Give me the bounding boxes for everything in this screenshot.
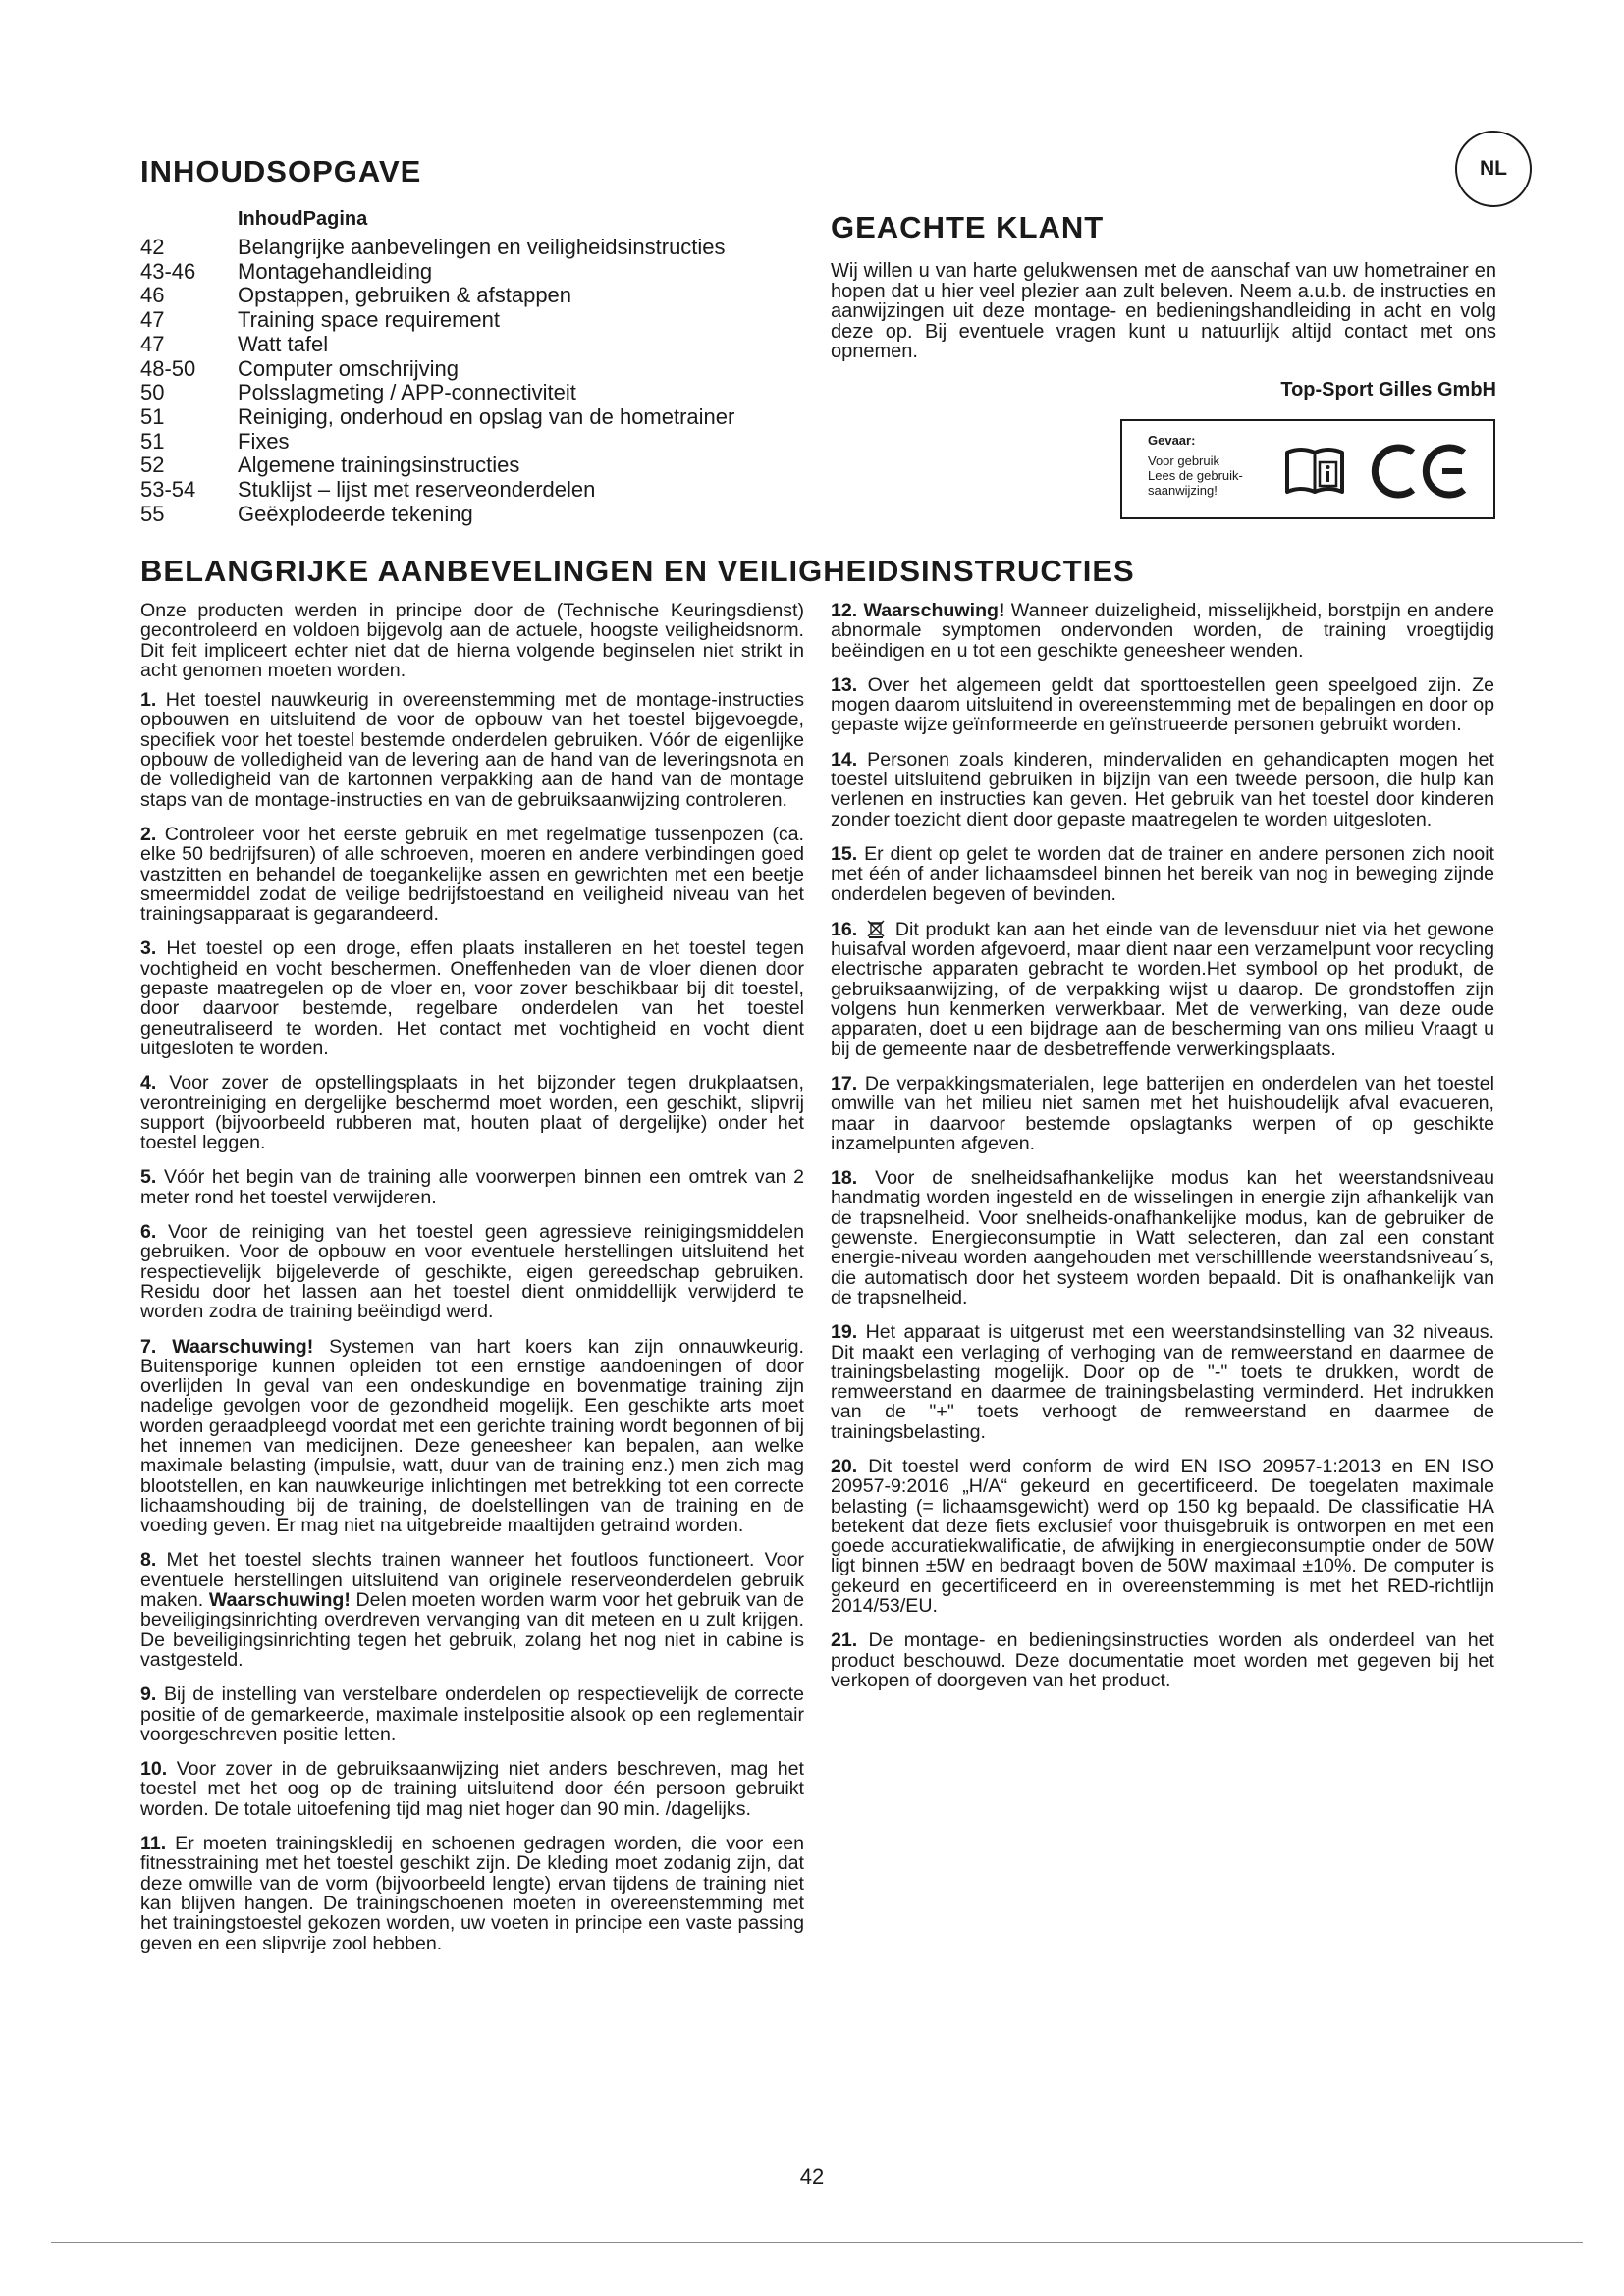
warning-box bbox=[1120, 419, 1495, 519]
safety-item-number: 1. bbox=[140, 689, 157, 712]
safety-item-text: De verpakkingsmaterialen, lege batterijen en onderdelen van het toestel omwille van het milieu niet samen met het huishoudelijk afval evacueren, maar in daarvoor bestemde opslagtanks werpen of op geschikte inzamelpunten afgeven. bbox=[831, 1072, 1494, 1154]
safety-item-text: Het toestel nauwkeurig in overeenstemming met de montage-instructies opbouwen en uitsluitend de voor de opbouw van het toestel bijgevoegde, specifiek voor het toestel bestemde onderdelen gebruiken. Vóór de eigenlijke opbouw de volledigheid van de levering aan de hand van de leveringsnota en de volledigheid van de kartonnen verpakking aan de hand van de montage staps van de montage-instructies en van de gebruiksaanwijzing controleren. bbox=[140, 689, 804, 811]
company-signature: Top-Sport Gilles GmbH bbox=[1280, 379, 1496, 400]
safety-item bbox=[140, 1337, 804, 1536]
toc-item bbox=[140, 357, 847, 382]
safety-item bbox=[831, 1457, 1494, 1616]
toc-item bbox=[140, 260, 847, 285]
toc-item-page: 52 bbox=[140, 453, 165, 478]
safety-item-number: 4. bbox=[140, 1072, 157, 1095]
toc-item-label: Computer omschrijving bbox=[238, 355, 459, 381]
toc-title: INHOUDSOPGAVE bbox=[140, 154, 422, 188]
toc-item-page: 53-54 bbox=[140, 477, 196, 503]
safety-item-number: 14. bbox=[831, 748, 858, 771]
toc-item bbox=[140, 454, 847, 478]
customer-text: Wij willen u van harte gelukwensen met de aanschaf van uw hometrainer en hopen dat u hier veel plezier aan zult beleven. Neem a.u.b. de instructies en aanwijzingen uit deze montage- en bedieningshandleiding in acht en volg deze op. Bij eventuele vragen kunt u natuurlijk altijd contact met ons opnemen. bbox=[831, 260, 1496, 362]
safety-item bbox=[140, 1222, 804, 1321]
safety-item bbox=[140, 1550, 804, 1670]
toc-item bbox=[140, 478, 847, 503]
safety-item-text: Voor de snelheidsafhankelijke modus kan het weerstandsniveau handmatig worden ingesteld en de wisselingen in energie zijn afhankelijk van de trapsnelheid. Voor snelheids-onafhankelijke modus, kan de gebruiker de gewenste. Energieconsumptie in Watt selecteren, dan zal een constant energie-niveau worden aangehouden met verschilllende weerstandsniveau´s, die automatisch door het systeem worden bepaald. Dit is onafhankelijk van de trapsnelheid. bbox=[831, 1167, 1494, 1308]
safety-item bbox=[140, 690, 804, 810]
safety-title: BELANGRIJKE AANBEVELINGEN EN VEILIGHEIDSINSTRUCTIES bbox=[140, 554, 1135, 588]
toc-item-label: Belangrijke aanbevelingen en veiligheidsinstructies bbox=[238, 235, 726, 259]
safety-item-number: 20. bbox=[831, 1455, 858, 1477]
safety-item-text: Het toestel op een droge, effen plaats installeren en het toestel tegen vochtigheid en vocht beschermen. Oneffenheden van de vloer dienen door gepaste maatregelen op de vloer en, voor zover beschikbaar bij dit toestel, door daarvoor bestemde, regelbare onderdelen van het toestel geneutraliseerd te worden. Het contact met vochtigheid en vocht dient uitgesloten te worden. bbox=[140, 937, 804, 1059]
toc-item-page: 46 bbox=[140, 283, 165, 308]
toc-item-page: 48-50 bbox=[140, 355, 196, 381]
language-badge: NL bbox=[1455, 131, 1532, 207]
crossed-bin-icon bbox=[866, 919, 886, 938]
toc-item bbox=[140, 308, 847, 333]
safety-item bbox=[140, 938, 804, 1058]
safety-item-text: Voor zover de opstellingsplaats in het bijzonder tegen drukplaatsen, verontreiniging en dergelijke beschermd moet worden, een geschikt, slipvrij support (bijvoorbeeld rubberen mat, houten plaat of dergelijke) onder het toestel leggen. bbox=[140, 1072, 804, 1154]
safety-item-text: Er dient op gelet te worden dat de trainer en andere personen zich nooit met één of ander lichaamsdeel binnen het bereik van nog in beweging zijnde onderdelen begeven of bevinden. bbox=[831, 842, 1494, 905]
safety-item-text: Dit toestel werd conform de wird EN ISO 20957-1:2013 en EN ISO 20957-9:2016 „H/A“ gekeurd en gecertificeerd. De toegelaten maximale belasting (= lichaamsgewicht) werd op 150 kg bepaald. De classificatie HA betekent dat deze fiets exclusief voor thuisgebruik is ontworpen en met een goede accuratiekwalificatie, de afwijking in energieconsumptie onder de 50W ligt binnen ±5W en bedraagt boven de 50W maximaal ±10%. De computer is gekeurd en gecertificeerd en in overeenstemming is met het RED-richtlijn 2014/53/EU. bbox=[831, 1455, 1494, 1618]
footer-divider bbox=[51, 2242, 1583, 2243]
safety-column-left bbox=[140, 601, 804, 1968]
page-number: 42 bbox=[799, 2164, 825, 2189]
safety-item bbox=[831, 1630, 1494, 1690]
safety-item-text: Voor zover in de gebruiksaanwijzing niet anders beschreven, mag het toestel met het oog op de training uitsluitend door één persoon gebruikt worden. De totale uitoefening tijd mag niet hoger dan 90 min. /dagelijks. bbox=[140, 1758, 804, 1820]
safety-item bbox=[831, 1074, 1494, 1153]
safety-item bbox=[140, 1759, 804, 1819]
safety-column-right bbox=[831, 601, 1494, 1705]
toc-item-label: Opstappen, gebruiken & afstappen bbox=[238, 283, 572, 308]
warning-line: saanwijzing! bbox=[1148, 483, 1218, 498]
safety-item-text: Delen moeten worden warm voor het gebruik van de beveiligingsinrichting overdreven vervanging van dit meteen en u zult krijgen. De beveiligingsinrichting tegen het gebruik, zolang het nog niet in cabine is vastgesteld. bbox=[140, 1589, 804, 1671]
toc-item-page: 47 bbox=[140, 331, 165, 356]
toc-item-page: 51 bbox=[140, 428, 165, 454]
safety-item bbox=[140, 1684, 804, 1744]
safety-item-text: Personen zoals kinderen, mindervaliden en gehandicapten mogen het toestel uitsluitend gebruiken in bijzijn van een tweede persoon, die hulp kan verlenen en instructies kan geven. Het gebruik van het toestel door kinderen zonder toezicht dient door gepaste maatregelen te worden uitgesloten. bbox=[831, 748, 1494, 830]
safety-item-text: Controleer voor het eerste gebruik en met regelmatige tussenpozen (ca. elke 50 bedrijfsuren) of alle schroeven, moeren en andere verbindingen goed vastzitten en behandel de toegankelijke assen en gewrichten met een beetje smeermiddel zodat de veilige bedrijfstoestand en veiligheid niveau van het trainingsapparaat is gegarandeerd. bbox=[140, 823, 804, 926]
safety-item bbox=[831, 750, 1494, 829]
safety-item-number: 6. bbox=[140, 1221, 157, 1244]
toc-item bbox=[140, 333, 847, 357]
safety-item-number: 10. bbox=[140, 1758, 168, 1781]
toc-item-page: 42 bbox=[140, 235, 165, 259]
safety-item-number: 3. bbox=[140, 937, 157, 960]
safety-item-number: 16. bbox=[831, 918, 858, 940]
warning-label: Waarschuwing! bbox=[863, 600, 1005, 621]
warning-line: Lees de gebruik- bbox=[1148, 468, 1243, 483]
toc-item-label: Stuklijst – lijst met reserveonderdelen bbox=[238, 477, 596, 503]
toc-item-label: Algemene trainingsinstructies bbox=[238, 453, 520, 478]
ce-mark-icon bbox=[1368, 441, 1476, 502]
safety-item-text: Er moeten trainingskledij en schoenen gedragen worden, die voor een fitnesstraining met het toestel geschikt zijn. De kleding moet zodanig zijn, dat deze omwille van de vorm (bijvoorbeeld lengte) ervan tijdens de training niet kan blijven hangen. De trainingschoenen moeten in overeenstemming met het trainingstoestel gekozen worden, uw voeten in principe een vaste passing geven en een slipvrije zool hebben. bbox=[140, 1833, 804, 1954]
safety-item-text: Het apparaat is uitgerust met een weerstandsinstelling van 32 niveaus. Dit maakt een verlaging of verhoging van de remweerstand en daarmee de trainingsbelasting mogelijk. Door op de "-" toets te drukken, wordt de remweerstand en daarmee de trainingsbelasting verminderd. Het indrukken van de "+" toets verhoogt de remweerstand en daarmee de trainingsbelasting. bbox=[831, 1321, 1495, 1443]
toc-item-label: Fixes bbox=[238, 428, 290, 454]
toc-item-page: 55 bbox=[140, 501, 165, 526]
warning-label: Waarschuwing! bbox=[172, 1335, 314, 1358]
warning-line: Voor gebruik bbox=[1148, 454, 1219, 468]
toc-item bbox=[140, 284, 847, 308]
safety-item bbox=[831, 919, 1494, 1059]
safety-item-number: 13. bbox=[831, 673, 858, 696]
safety-item-number: 2. bbox=[140, 823, 157, 845]
toc-item bbox=[140, 430, 847, 454]
safety-item-text: Wanneer duizeligheid, misselijkheid, borstpijn en andere abnormale symptomen ondervonden worden, de training vroegtijdig beëindigen en u tot een geschikte geneesheer wenden. bbox=[831, 600, 1494, 662]
safety-item-number: 12. bbox=[831, 600, 858, 621]
manual-book-icon bbox=[1283, 443, 1346, 498]
safety-item bbox=[140, 1073, 804, 1152]
safety-item-number: 5. bbox=[140, 1166, 157, 1189]
toc-item-label: Reiniging, onderhoud en opslag van de hometrainer bbox=[238, 403, 735, 429]
safety-item-number: 8. bbox=[140, 1549, 157, 1572]
toc-item-label: Polsslagmeting / APP-connectiviteit bbox=[238, 380, 576, 405]
toc-column-header: InhoudPagina bbox=[238, 208, 368, 230]
safety-item-text: Systemen van hart koers kan zijn onnauwkeurig. Buitensporige kunnen opleiden tot een ernstige aandoeningen of door overlijden In geval van een ondeskundige en bovenmatige training zijn nadelige gevolgen voor de gezondheid mogelijk. Een geschikte arts moet worden geraadpleegd voordat met een gerichte training wordt begonnen of bij het innemen van medicijnen. Deze geneesheer kan bepalen, aan welke maximale belasting (impulsie, watt, duur van de training enz.) men zich mag blootstellen, en kan nauwkeurige inlichtingen met betrekking tot een correcte lichaamshouding bij de training, de doelstellingen van de training en de voeding geven. Er mag niet na uitgebreide maaltijden getraind worden. bbox=[140, 1335, 804, 1537]
safety-item-text: De montage- en bedieningsinstructies worden als onderdeel van het product beschouwd. Deze documentatie moet worden met gegeven bij het verkopen of doorgeven van het product. bbox=[831, 1629, 1495, 1691]
safety-item-text: Vóór het begin van de training alle voorwerpen binnen een omtrek van 2 meter rond het toestel verwijderen. bbox=[140, 1166, 804, 1208]
toc-list bbox=[140, 236, 847, 526]
toc-item-label: Watt tafel bbox=[238, 331, 329, 356]
safety-item bbox=[831, 844, 1494, 904]
safety-item-number: 15. bbox=[831, 842, 858, 865]
warning-title: Gevaar: bbox=[1148, 433, 1196, 448]
toc-item-page: 43-46 bbox=[140, 258, 196, 284]
toc-item-label: Geëxplodeerde tekening bbox=[238, 501, 473, 526]
safety-item-number: 9. bbox=[140, 1683, 157, 1706]
safety-item-text: Over het algemeen geldt dat sporttoestellen geen speelgoed zijn. Ze mogen daarom uitsluitend in overeenstemming met de bepalingen en door op gepaste wijze geïnformeerde en geïnstrueerde personen gebruikt worden. bbox=[831, 673, 1495, 736]
toc-item-page: 50 bbox=[140, 380, 165, 405]
safety-item-number: 18. bbox=[831, 1167, 858, 1190]
safety-item bbox=[140, 1834, 804, 1953]
safety-item bbox=[831, 1168, 1494, 1308]
toc-item bbox=[140, 503, 847, 527]
toc-item bbox=[140, 236, 847, 260]
safety-item-text: Bij de instelling van verstelbare onderdelen op respectievelijk de correcte positie of de gemarkeerde, maximale instelpositie alsook op een reglementair voorgeschreven positie letten. bbox=[140, 1683, 804, 1745]
safety-item bbox=[831, 1322, 1494, 1442]
safety-item-text: Voor de reiniging van het toestel geen agressieve reinigingsmiddelen gebruiken. Voor de opbouw en voor eventuele herstellingen uitsluitend het respectievelijk bijgeleverde of geschikte, eigen gereedschap gebruiken. Residu door het lassen aan het toestel dient onmiddellijk verwijderd te worden zodra de training beëindigd werd. bbox=[140, 1221, 804, 1323]
toc-item bbox=[140, 381, 847, 405]
safety-item bbox=[831, 675, 1494, 735]
safety-item bbox=[140, 825, 804, 924]
safety-item bbox=[831, 601, 1494, 661]
toc-item-page: 47 bbox=[140, 307, 165, 333]
toc-item-label: Training space requirement bbox=[238, 307, 500, 333]
customer-title: GEACHTE KLANT bbox=[831, 210, 1105, 244]
safety-item-text: Met het toestel slechts trainen wanneer het foutloos functioneert. Voor eventuele herstellingen uitsluitend van originele reserveonderdelen gebruik maken. bbox=[140, 1549, 804, 1612]
safety-item-text: Dit produkt kan aan het einde van de levensduur niet via het gewone huisafval worden afgevoerd, maar dient naar een verzamelpunt voor recycling electrische apparaten gebracht te worden.Het symbool op het produkt, de gebruiksaanwijzing, of de verpakking wijst u daarop. De grondstoffen zijn volgens hun kenmerken verwerkbaar. Met de verwerking, van deze oude apparaten, doet u een bijdrage aan de bescherming van ons milieu Vraagt u bij de gemeente naar de desbetreffende verwerkingsplaats. bbox=[831, 918, 1494, 1060]
safety-item-number: 19. bbox=[831, 1321, 858, 1344]
safety-item-number: 21. bbox=[831, 1629, 858, 1652]
toc-item bbox=[140, 405, 847, 430]
safety-item bbox=[140, 1167, 804, 1207]
safety-intro: Onze producten werden in principe door de (Technische Keuringsdienst) gecontroleerd en voldoen bijgevolg aan de actuele, hoogste veiligheidsnorm. Dit feit impliceert echter niet dat de hierna volgende beginselen niet strikt in acht genomen moeten worden. bbox=[140, 600, 804, 681]
warning-label: Waarschuwing! bbox=[208, 1589, 351, 1612]
toc-item-page: 51 bbox=[140, 403, 165, 429]
safety-item-number: 11. bbox=[140, 1833, 167, 1855]
safety-item-number: 7. bbox=[140, 1335, 157, 1358]
safety-item-number: 17. bbox=[831, 1072, 858, 1095]
toc-item-label: Montagehandleiding bbox=[238, 258, 433, 284]
